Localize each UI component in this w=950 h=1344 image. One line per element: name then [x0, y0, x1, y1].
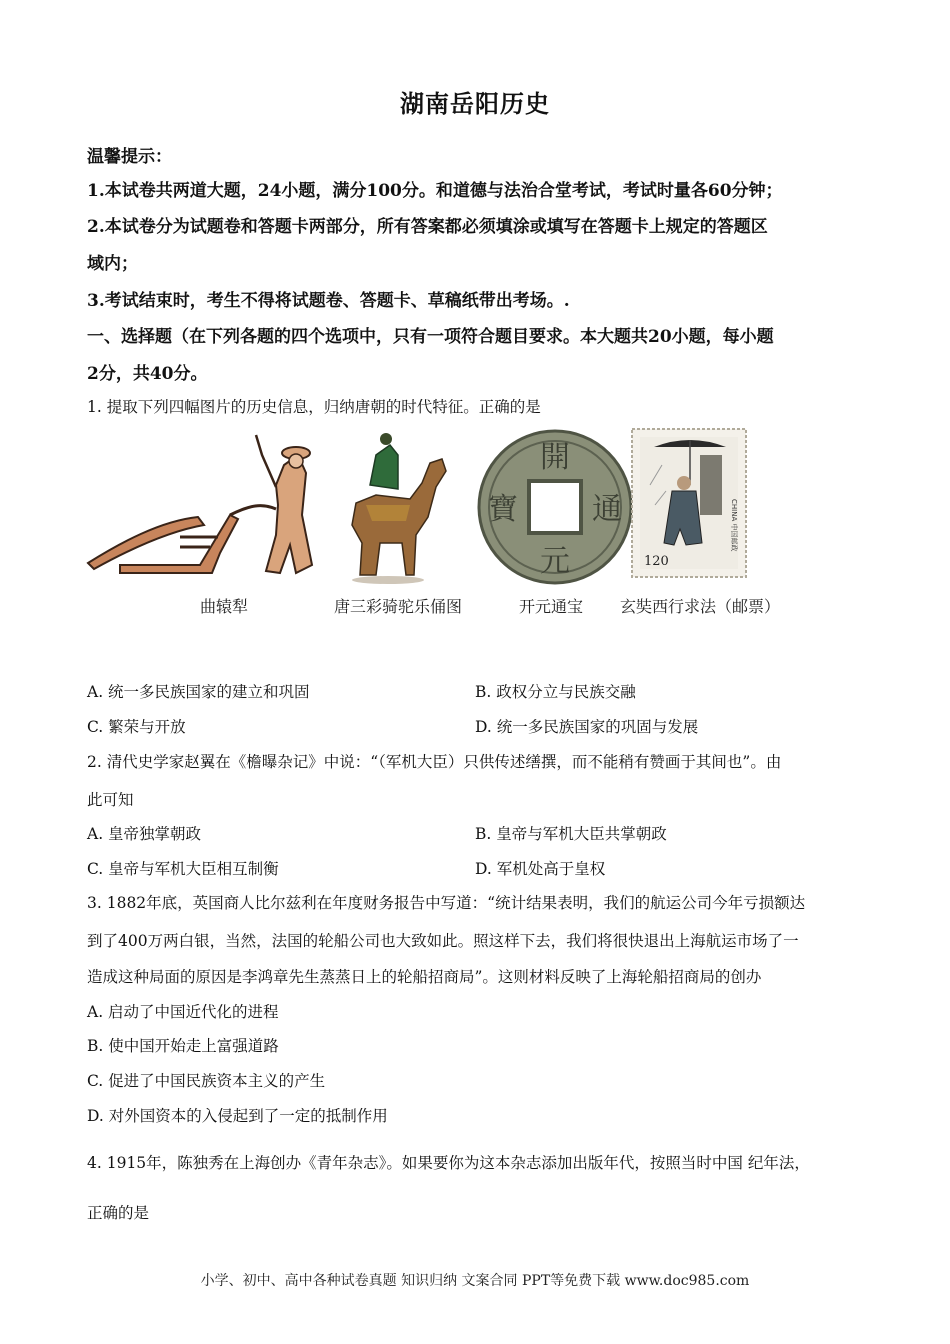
question-3-option-c: C. 促进了中国民族资本主义的产生 — [87, 1072, 326, 1090]
question-1-option-b: B. 政权分立与民族交融 — [475, 683, 636, 701]
question-3-stem-line-2: 到了400万两白银，当然，法国的轮船公司也大致如此。照这样下去，我们将很快退出上海航运市场了一 — [87, 932, 799, 950]
question-4-stem-line-2: 正确的是 — [87, 1204, 150, 1222]
coin-char-top: 開 — [540, 440, 570, 475]
coin-char-bottom: 元 — [540, 544, 570, 579]
question-2-option-c: C. 皇帝与军机大臣相互制衡 — [87, 860, 279, 878]
section-heading-line-1: 一、选择题（在下列各题的四个选项中，只有一项符合题目要求。本大题共20小题，每小题 — [87, 327, 774, 347]
question-1-option-d: D. 统一多民族国家的巩固与发展 — [475, 718, 699, 736]
tang-sancai-camel-image — [352, 433, 446, 584]
question-3-option-a: A. 启动了中国近代化的进程 — [87, 1003, 279, 1021]
kaiyuan-coin-image — [479, 431, 631, 583]
xuanzang-stamp-image — [632, 429, 746, 577]
caption-coin: 开元通宝 — [519, 597, 584, 616]
notice-line-2a: 2.本试卷分为试题卷和答题卡两部分，所有答案都必须填涂或填写在答题卡上规定的答题区 — [87, 217, 768, 237]
curved-plough-image — [88, 435, 312, 573]
notice-line-3: 3.考试结束时，考生不得将试题卷、答题卡、草稿纸带出考场。. — [87, 291, 570, 311]
caption-camel: 唐三彩骑驼乐俑图 — [334, 597, 463, 616]
question-3-stem-line-3: 造成这种局面的原因是李鸿章先生蒸蒸日上的轮船招商局”。这则材料反映了上海轮船招商局的创办 — [87, 968, 762, 986]
caption-stamp: 玄奘西行求法（邮票） — [620, 597, 781, 616]
stamp-value: 120 — [644, 554, 669, 569]
notice-line-1: 1.本试卷共两道大题，24小题，满分100分。和道德与法治合堂考试，考试时量各60分钟； — [87, 181, 783, 201]
question-1-stem: 1. 提取下列四幅图片的历史信息，归纳唐朝的时代特征。正确的是 — [87, 398, 541, 416]
question-1-option-a: A. 统一多民族国家的建立和巩固 — [87, 683, 310, 701]
page-title: 湖南岳阳历史 — [400, 89, 550, 118]
coin-char-right: 通 — [592, 492, 622, 527]
question-3-stem-line-1: 3. 1882年底，英国商人比尔兹利在年度财务报告中写道：“统计结果表明，我们的航运公司今年亏损额达 — [87, 894, 806, 912]
notice-line-2b: 域内； — [87, 254, 138, 274]
question-2-option-b: B. 皇帝与军机大臣共掌朝政 — [475, 825, 667, 843]
question-3-option-b: B. 使中国开始走上富强道路 — [87, 1037, 279, 1055]
question-2-option-a: A. 皇帝独掌朝政 — [87, 825, 202, 843]
coin-char-left: 寶 — [488, 492, 518, 527]
page-footer: 小学、初中、高中各种试卷真题 知识归纳 文案合同 PPT等免费下载 www.doc985.com — [200, 1273, 750, 1289]
section-heading-line-2: 2分，共40分。 — [87, 364, 208, 384]
question-4-stem-line-1: 4. 1915年，陈独秀在上海创办《青年杂志》。如果要你为这本杂志添加出版年代，按照当时中国 纪年法， — [87, 1154, 810, 1172]
stamp-country: CHINA 中国邮政 — [730, 499, 738, 552]
question-3-option-d: D. 对外国资本的入侵起到了一定的抵制作用 — [87, 1107, 388, 1125]
question-1-option-c: C. 繁荣与开放 — [87, 718, 186, 736]
question-2-stem-line-2: 此可知 — [87, 791, 134, 809]
caption-plough: 曲辕犁 — [200, 597, 249, 616]
question-2-option-d: D. 军机处高于皇权 — [475, 860, 606, 878]
notice-heading: 温馨提示： — [87, 147, 172, 167]
question-2-stem-line-1: 2. 清代史学家赵翼在《檐曝杂记》中说：“（军机大臣）只供传述缮撰，而不能稍有赞画于其间也”。由 — [87, 753, 782, 771]
